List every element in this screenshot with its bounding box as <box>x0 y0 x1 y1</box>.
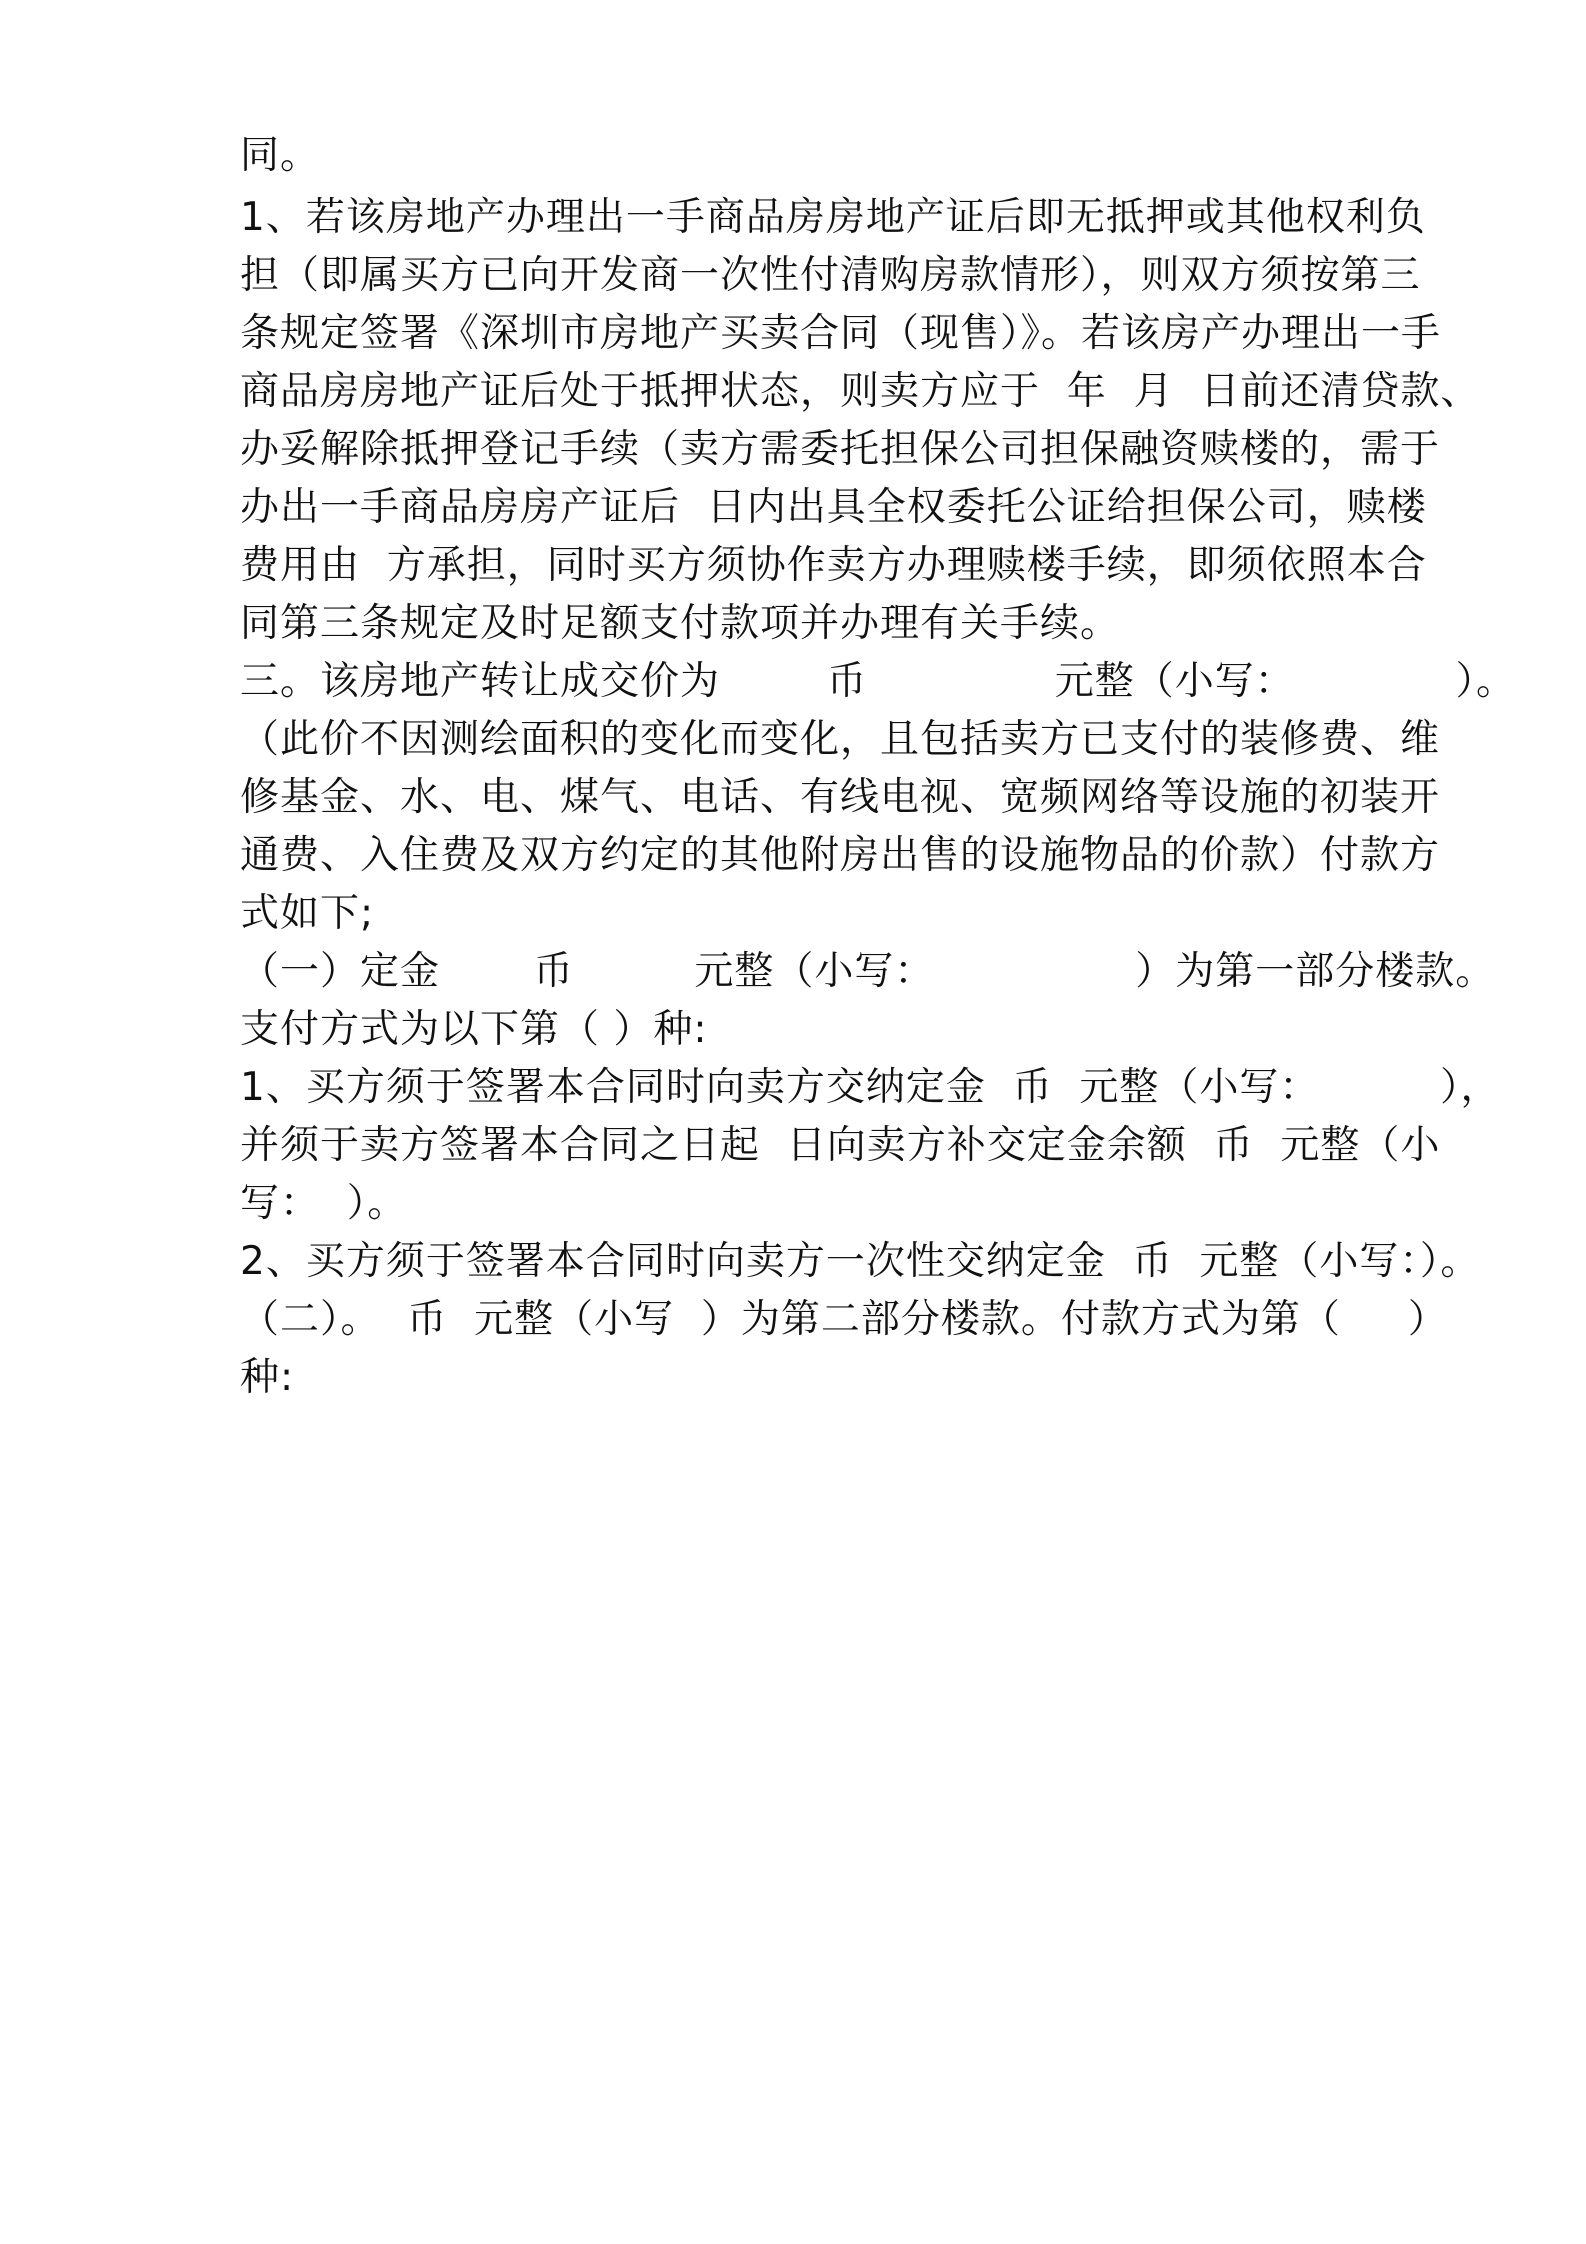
text-line: 式如下; <box>240 891 375 936</box>
text-line: 支付方式为以下第（ ）种: <box>240 1007 708 1052</box>
text-line: 2、买方须于签署本合同时向卖方一次性交纳定金 币 元整（小写：）。 <box>240 1239 1481 1284</box>
text-line: 条规定签署《深圳市房地产买卖合同（现售）》。若该房产办理出一手 <box>240 311 1442 356</box>
text-line: 办出一手商品房房产证后 日内出具全权委托公证给担保公司，赎楼 <box>240 485 1427 530</box>
text-line: （此价不因测绘面积的变化而变化，且包括卖方已支付的装修费、维 <box>240 717 1441 762</box>
text-line: 通费、入住费及双方约定的其他附房出售的设施物品的价款）付款方 <box>240 833 1441 878</box>
text-line: 费用由 方承担，同时买方须协作卖方办理赎楼手续，即须依照本合 <box>240 543 1427 588</box>
text-line: 同。 <box>240 133 321 178</box>
text-line: 1、买方须于签署本合同时向卖方交纳定金 币 元整（小写： ）， <box>240 1065 1501 1110</box>
text-line: 修基金、水、电、煤气、电话、有线电视、宽频网络等设施的初装开 <box>240 775 1441 820</box>
text-line: （一）定金 币 元整（小写： ）为第一部分楼款。 <box>240 949 1496 994</box>
text-line: 商品房房地产证后处于抵押状态，则卖方应于 年 月 日前还清贷款、 <box>240 369 1481 414</box>
text-line: （二）。 币 元整（小写 ）为第二部分楼款。付款方式为第（ ） <box>240 1297 1448 1342</box>
text-line: 写： ）。 <box>240 1181 408 1226</box>
text-line: 种: <box>240 1355 295 1400</box>
text-line: 同第三条规定及时足额支付款项并办理有关手续。 <box>240 601 1121 646</box>
text-line: 1、若该房地产办理出一手商品房房地产证后即无抵押或其他权利负 <box>240 195 1426 240</box>
text-line: 担（即属买方已向开发商一次性付清购房款情形），则双方须按第三 <box>240 253 1421 298</box>
text-line: 办妥解除抵押登记手续（卖方需委托担保公司担保融资赎楼的，需于 <box>240 427 1441 472</box>
text-line: 并须于卖方签署本合同之日起 日向卖方补交定金余额 币 元整（小 <box>240 1123 1441 1168</box>
text-line: 三。该房地产转让成交价为 币 元整（小写： ）。 <box>240 659 1516 704</box>
